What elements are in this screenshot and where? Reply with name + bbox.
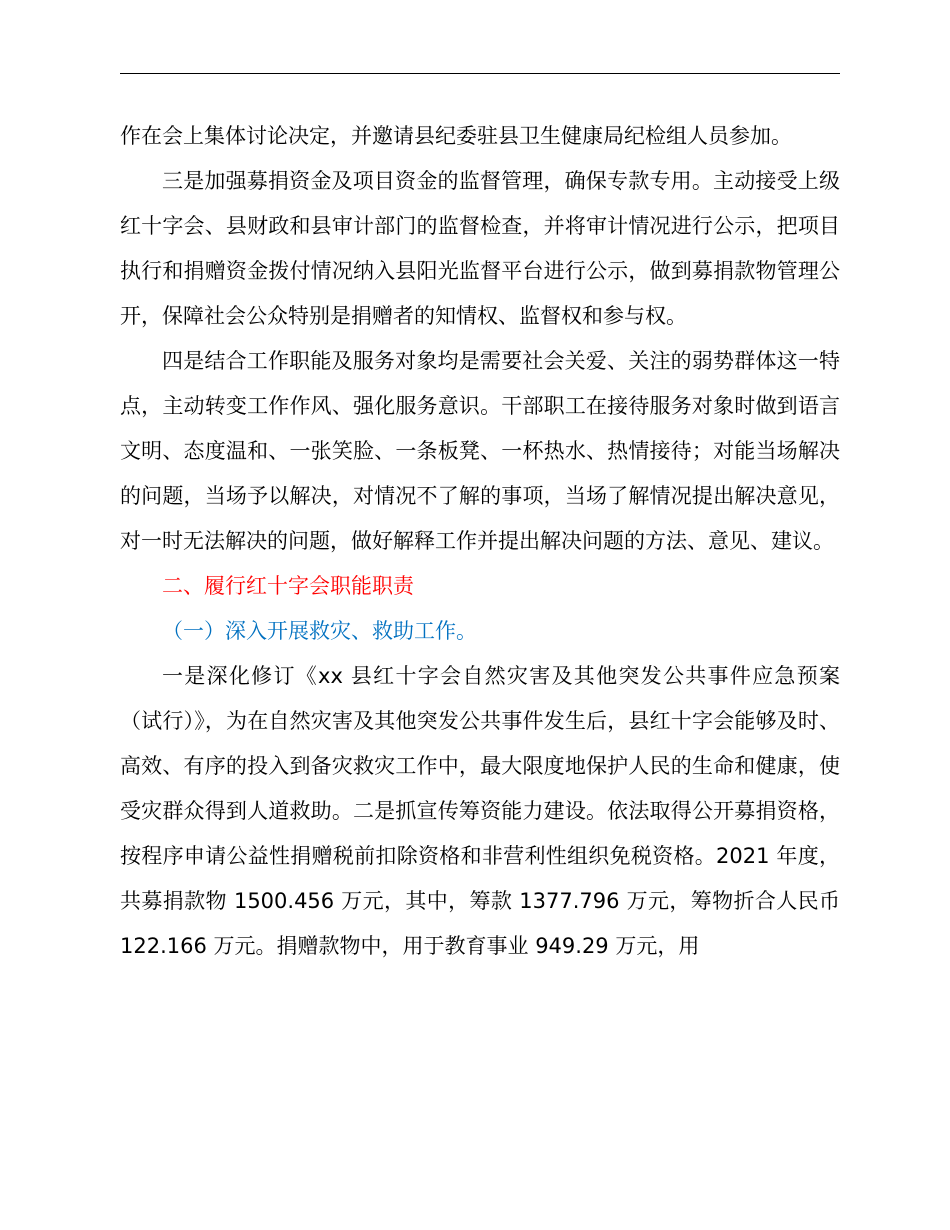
subsection-heading: （一）深入开展救灾、救助工作。 bbox=[162, 619, 477, 643]
body-text bbox=[120, 114, 840, 969]
paragraph-supervision: 三是加强募捐资金及项目资金的监督管理，确保专款专用。主动接受上级红十字会、县财政和县审计部门的监督检查，并将审计情况进行公示，把项目执行和捐赠资金拨付情况纳入县阳光监督平台进行公示，做到募捐款物管理公开，保障社会公众特别是捐赠者的知情权、监督权和参与权。 bbox=[120, 169, 840, 328]
paragraph-disaster-relief: 一是深化修订《xx 县红十字会自然灾害及其他突发公共事件应急预案（试行）》，为在自然灾害及其他突发公共事件发生后，县红十字会能够及时、高效、有序的投入到备灾救灾工作中，最大限度地保护人民的生命和健康，使受灾群众得到人道救助。二是抓宣传筹资能力建设。依法取得公开募捐资格，按程序申请公益性捐赠税前扣除资格和非营利性组织免税资格。2021 年度，共募捐款物 1500.456 万元，其中，筹款 1377.796 万元，筹物折合人民币 122.166 万元。捐赠款物中，用于教育事业 949.29 万元，用 bbox=[120, 664, 840, 958]
paragraph-service-attitude: 四是结合工作职能及服务对象均是需要社会关爱、关注的弱势群体这一特点，主动转变工作作风、强化服务意识。干部职工在接待服务对象时做到语言文明、态度温和、一张笑脸、一条板凳、一杯热水、热情接待；对能当场解决的问题，当场予以解决，对情况不了解的事项，当场了解情况提出解决意见，对一时无法解决的问题，做好解释工作并提出解决问题的方法、意见、建议。 bbox=[120, 349, 840, 553]
section-heading: 二、履行红十字会职能职责 bbox=[162, 574, 414, 598]
header-rule bbox=[120, 73, 840, 74]
paragraph-continuation: 作在会上集体讨论决定，并邀请县纪委驻县卫生健康局纪检组人员参加。 bbox=[120, 124, 792, 148]
